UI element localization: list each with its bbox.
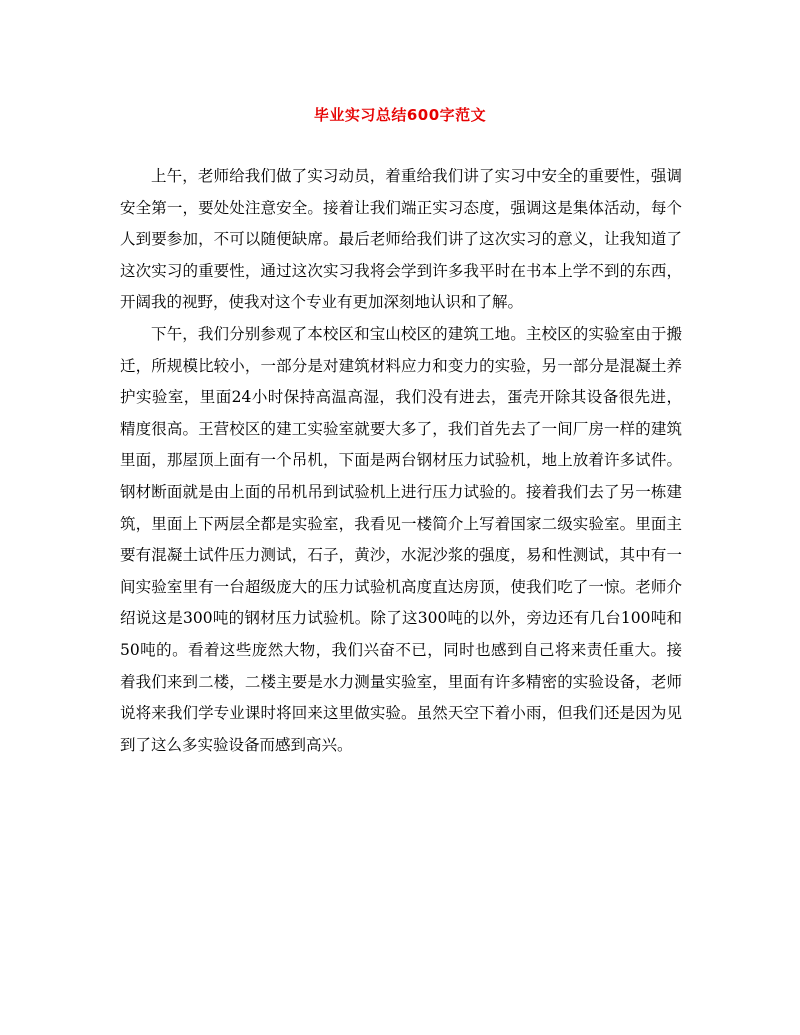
paragraph-morning: 上午，老师给我们做了实习动员，着重给我们讲了实习中安全的重要性，强调安全第一，要处处注意安全。接着让我们端正实习态度，强调这是集体活动，每个人到要参加，不可以随便缺席。最后老师给我们讲了这次实习的意义，让我知道了这次实习的重要性，通过这次实习我将会学到许多我平时在书本上学不到的东西，开阔我的视野，使我对这个专业有更加深刻地认识和了解。 — [120, 167, 682, 312]
paragraph-afternoon: 下午，我们分别参观了本校区和宝山校区的建筑工地。主校区的实验室由于搬迁，所规模比较小，一部分是对建筑材料应力和变力的实验，另一部分是混凝土养护实验室，里面24小时保持高温高湿，我们没有进去，蛋壳开除其设备很先进，精度很高。王营校区的建工实验室就要大多了，我们首先去了一间厂房一样的建筑里面，那屋顶上面有一个吊机，下面是两台钢材压力试验机，地上放着许多试件。钢材断面就是由上面的吊机吊到试验机上进行压力试验的。接着我们去了另一栋建筑，里面上下两层全都是实验室，我看见一楼简介上写着国家二级实验室。里面主要有混凝土试件压力测试，石子，黄沙，水泥沙浆的强度，易和性测试，其中有一间实验室里有一台超级庞大的压力试验机高度直达房顶，使我们吃了一惊。老师介绍说这是300吨的钢材压力试验机。除了这300吨的以外，旁边还有几台100吨和50吨的。看着这些庞然大物，我们兴奋不已，同时也感到自己将来责任重大。接着我们来到二楼，二楼主要是水力测量实验室，里面有许多精密的实验设备，老师说将来我们学专业课时将回来这里做实验。虽然天空下着小雨，但我们还是因为见到了这么多实验设备而感到高兴。 — [120, 324, 682, 754]
document-title: 毕业实习总结600字范文 — [313, 106, 487, 124]
document-body — [120, 161, 682, 761]
